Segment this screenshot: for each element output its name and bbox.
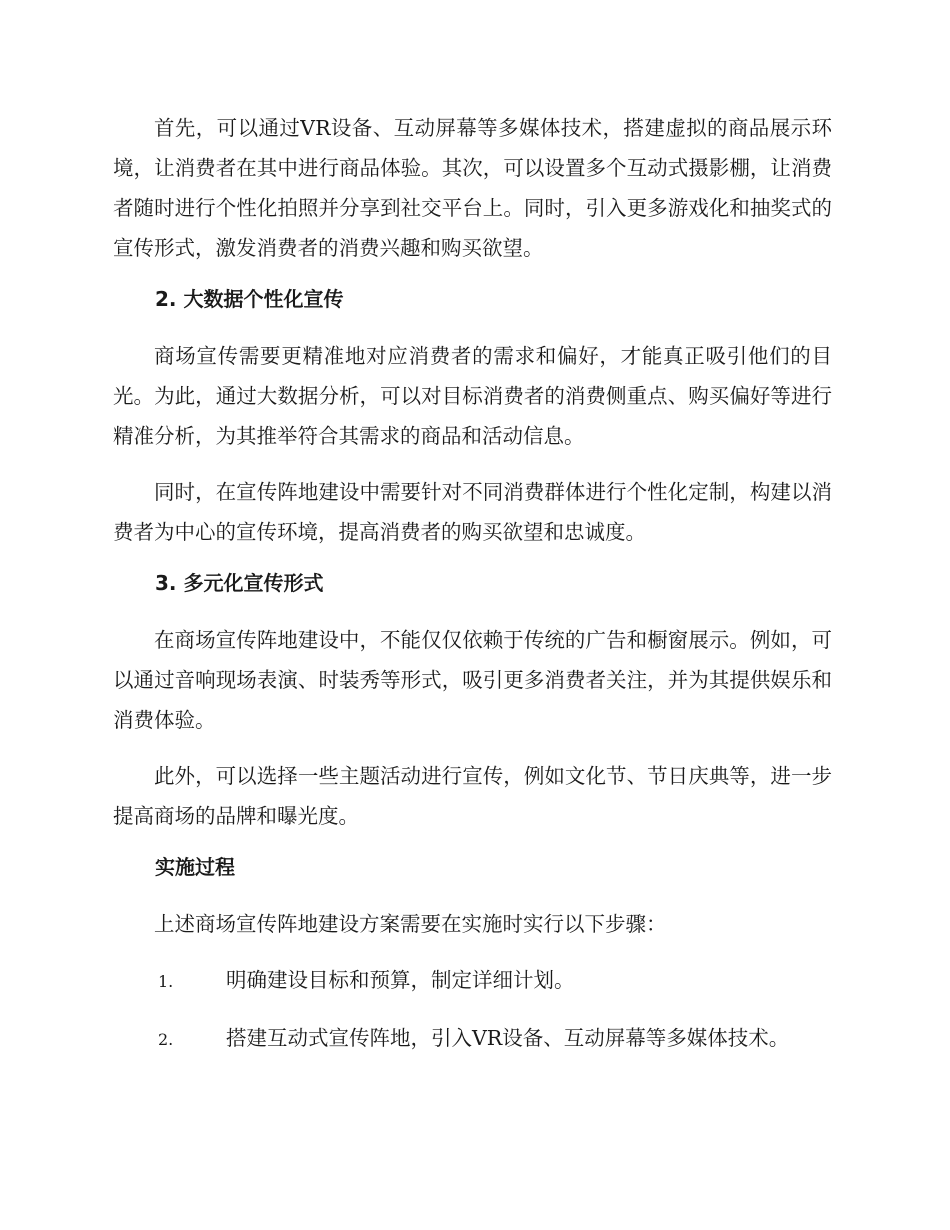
paragraph-precision-analysis: 商场宣传需要更精准地对应消费者的需求和偏好，才能真正吸引他们的目光。为此，通过大数据分析，可以对目标消费者的消费侧重点、购买偏好等进行精准分析，为其推举符合其需求的商品和活动信息。	[113, 344, 832, 448]
list-item-number: 1.	[158, 972, 174, 991]
paragraph-steps-intro: 上述商场宣传阵地建设方案需要在实施时实行以下步骤：	[154, 912, 667, 936]
list-item-text: 明确建设目标和预算，制定详细计划。	[226, 968, 575, 992]
section-heading-implementation: 实施过程	[155, 855, 235, 879]
list-item-number: 2.	[158, 1030, 174, 1049]
section-heading-diverse-forms: 3. 多元化宣传形式	[155, 571, 324, 595]
paragraph-personalization: 同时，在宣传阵地建设中需要针对不同消费群体进行个性化定制，构建以消费者为中心的宣传环境，提高消费者的购买欲望和忠诚度。	[113, 480, 832, 544]
paragraph-multimedia: 首先，可以通过VR设备、互动屏幕等多媒体技术，搭建虚拟的商品展示环境，让消费者在其中进行商品体验。其次，可以设置多个互动式摄影棚，让消费者随时进行个性化拍照并分享到社交平台上。同时，引入更多游戏化和抽奖式的宣传形式，激发消费者的消费兴趣和购买欲望。	[113, 116, 832, 260]
paragraph-performances: 在商场宣传阵地建设中，不能仅仅依赖于传统的广告和橱窗展示。例如，可以通过音响现场表演、时装秀等形式，吸引更多消费者关注，并为其提供娱乐和消费体验。	[113, 628, 832, 732]
section-heading-big-data: 2. 大数据个性化宣传	[155, 287, 344, 311]
list-item	[113, 960, 832, 1002]
paragraph-theme-events: 此外，可以选择一些主题活动进行宣传，例如文化节、节日庆典等，进一步提高商场的品牌和曝光度。	[113, 764, 832, 828]
list-item	[113, 1018, 832, 1060]
steps-list	[113, 960, 832, 1060]
list-item-text: 搭建互动式宣传阵地，引入VR设备、互动屏幕等多媒体技术。	[226, 1026, 790, 1050]
